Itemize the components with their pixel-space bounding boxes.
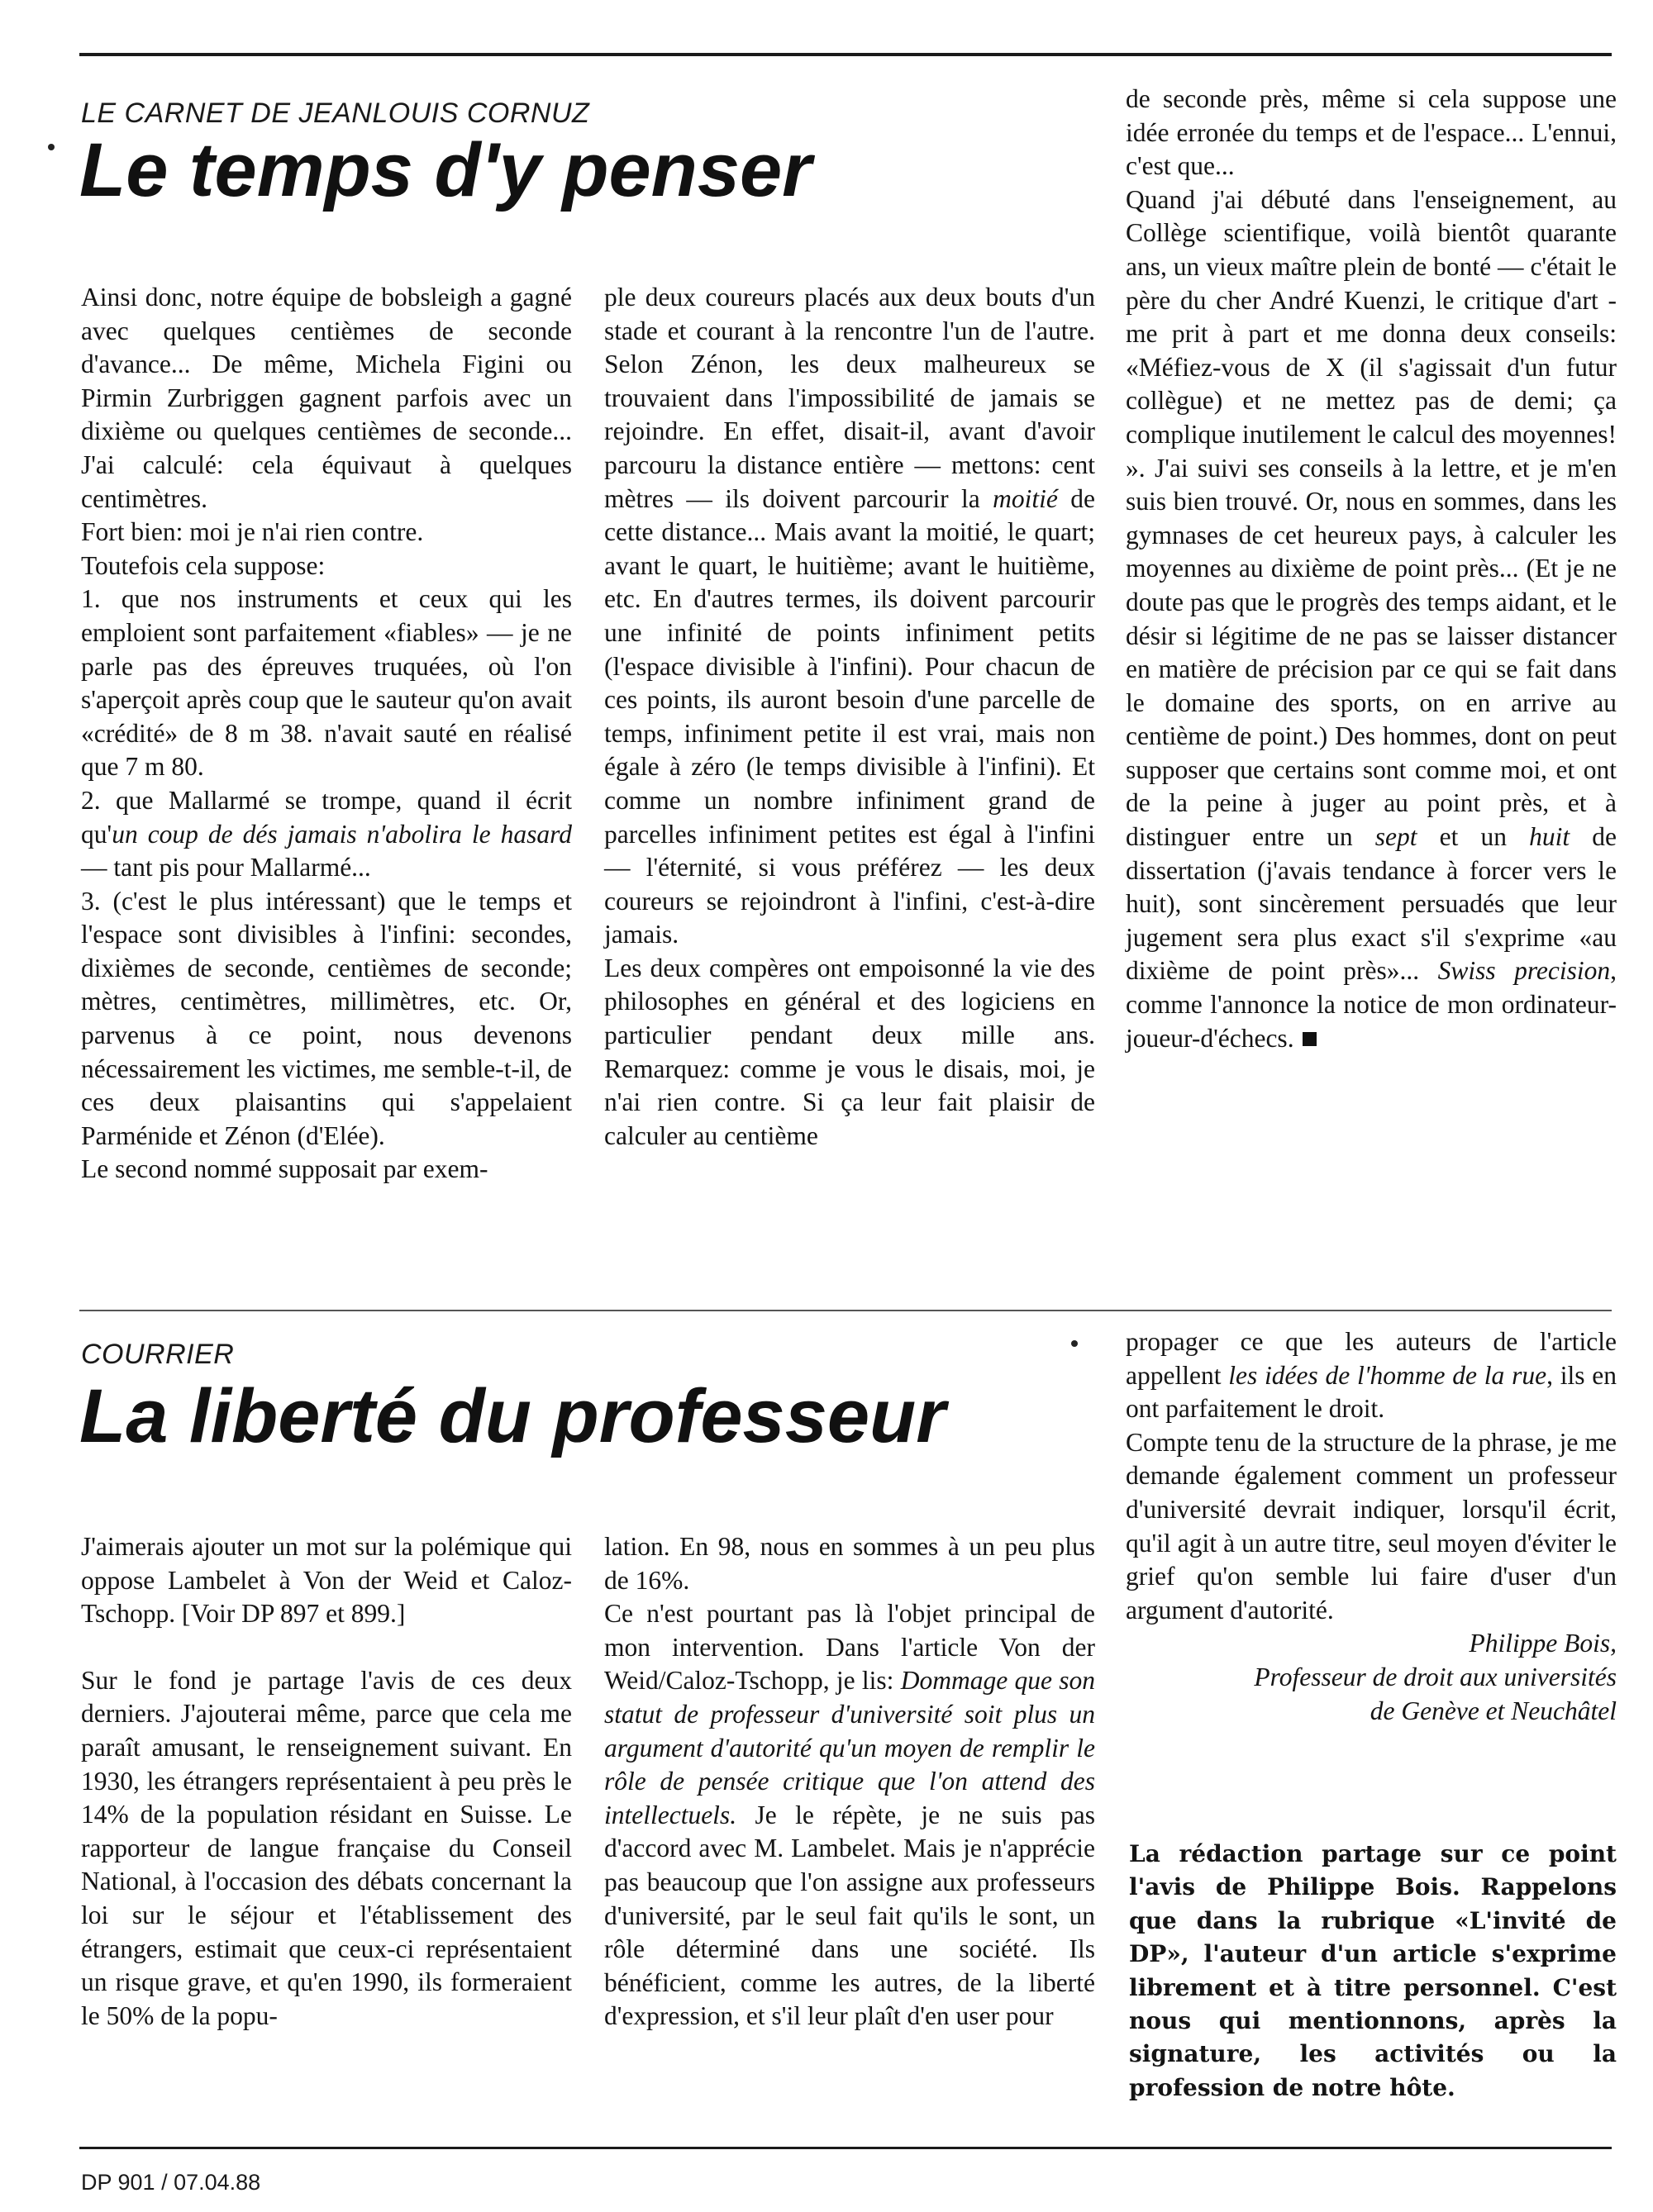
text-run: Quand j'ai débuté dans l'enseignement, au Collège scientifique, voilà bientôt quarante ans, un vieux maître plein de bonté — c'était le père du cher André Kuenzi, le critique d'art - me prit à part et me donna deux conseils: «Méfiez-vous de X (il s'agissait d'un futur collègue) et ne mettez pas de demi; ça complique inutilement le calcul des moyennes! ». J'ai suivi ses conseils à la lettre, et je m'en suis bien trouvé. Or, nous en sommes, dans les gymnases de cet heureux pays, à calculer les moyennes au dixième de point près... (Et je ne doute pas que le progrès des temps aidant, et le désir si légitime de ne pas se laisser distancer en matière de précision par ce qui se fait dans le domaine des sports, on en arrive au centième de point.) Des hommes, dont on peut supposer que certains sont comme moi, et ont de la peine à juger au point près, et à distinguer entre un	[1126, 184, 1617, 852]
paragraph: de seconde près, même si cela suppose une idée erronée du temps et de l'espace... L'ennui, c'est que...	[1126, 84, 1617, 181]
stray-dot	[48, 144, 55, 150]
issue-footer: DP 901 / 07.04.88	[81, 2170, 261, 2195]
emphasis: huit	[1529, 822, 1570, 852]
text-run: Je le répète, je ne suis pas d'accord avec M. Lambelet. Mais je n'apprécie pas beaucoup que l'on assigne aux professeurs d'université, par le seul fait qu'ils le sont, un rôle déterminé dans une société. Ils bénéficient, comme les autres, de la liberté d'expression, et s'il leur plaît d'en user pour	[604, 1800, 1095, 2031]
article1-kicker: LE CARNET DE JEANLOUIS CORNUZ	[81, 98, 590, 129]
paragraph: J'aimerais ajouter un mot sur la polémique qui oppose Lambelet à Von der Weid et Caloz-Tschopp. [Voir DP 897 et 899.]	[81, 1532, 572, 1629]
paragraph: 1. que nos instruments et ceux qui les emploient sont parfaitement «fiables» — je ne parle pas des épreuves truquées, où l'on s'aperçoit après coup que le sauteur qu'on avait «crédité» de 8 m 38. n'avait sauté en réalisé que 7 m 80.	[81, 584, 572, 782]
text-run: de cette distance... Mais avant la moitié, le quart; avant le quart, le huitième; avant le huitième, etc. En d'autres termes, ils doivent parcourir une infinité de points infiniment petits (l'espace divisible à l'infini). Pour chacun de ces points, ils auront besoin d'une parcelle de temps, infiniment petite il est vrai, mais non égale à zéro (le temps divisible à l'infini). Et comme un nombre infiniment grand de parcelles infiniment petites est égal à l'infini — l'éternité, si vous préférez — les deux coureurs se rejoindront à l'infini, c'est-à-dire jamais.	[604, 483, 1095, 949]
signature	[1126, 1627, 1617, 1728]
text-run: — tant pis pour Mallarmé...	[81, 853, 371, 882]
quote-italic: Dommage que son statut de professeur d'université soit plus un argument d'autorité qu'un moyen de remplir le rôle de pensée critique que l'on attend des intellectuels.	[604, 1666, 1096, 1829]
paragraph	[1126, 183, 1617, 1055]
article1-column-2	[604, 281, 1095, 1153]
paragraph: Toutefois cela suppose:	[81, 550, 326, 580]
top-rule	[79, 53, 1612, 56]
stray-dot	[1071, 1340, 1078, 1347]
paragraph: Les deux compères ont empoisonné la vie des philosophes en général et des logiciens en particulier pendant deux mille ans. Remarquez: comme je vous le disais, moi, je n'ai rien contre. Si ça leur fait plaisir de calculer au centième	[604, 953, 1095, 1150]
bottom-rule	[79, 2147, 1612, 2149]
quote-italic: un coup de dés jamais n'abolira le hasard	[112, 819, 572, 849]
article1-column-1	[81, 281, 572, 1187]
paragraph: Fort bien: moi je n'ai rien contre.	[81, 517, 424, 547]
paragraph: Ainsi donc, notre équipe de bobsleigh a gagné avec quelques centièmes de seconde d'avance... De même, Michela Figini ou Pirmin Zurbriggen gagnent parfois avec un dixième ou quelques centièmes de seconde... J'ai calculé: cela équivaut à quelques centimètres.	[81, 283, 572, 513]
article1-column-3	[1126, 83, 1617, 1055]
paragraph	[81, 784, 572, 885]
article2-column-3	[1126, 1325, 1617, 1728]
article1-title: Le temps d'y penser	[79, 128, 812, 212]
text-run: de dissertation (j'avais tendance à forcer vers le huit), sont sincèrement persuadés que leur jugement sera plus exact s'il s'exprime «au dixième de point près»...	[1126, 822, 1617, 986]
paragraph	[1126, 1325, 1617, 1426]
text-run: et un	[1417, 822, 1530, 852]
emphasis: sept	[1374, 822, 1417, 852]
emphasis: Swiss precision	[1437, 956, 1611, 986]
quote-italic: les idées de l'homme de la rue	[1228, 1360, 1547, 1390]
text-run: , ils en ont parfaitement le droit.	[1126, 1360, 1617, 1424]
text-run: propager ce que les auteurs de l'article appellent	[1126, 1327, 1617, 1390]
article2-kicker: COURRIER	[81, 1339, 235, 1370]
paragraph: lation. En 98, nous en sommes à un peu plus de 16%.	[604, 1532, 1095, 1595]
paragraph: 3. (c'est le plus intéressant) que le temps et l'espace sont divisibles à l'infini: secondes, dixièmes de seconde, centièmes de seconde; mètres, centimètres, millimètres, etc. Or, parvenus à ce point, nous devenons nécessairement les victimes, me semble-t-il, de ces deux plaisantins qui s'appelaient Parménide et Zénon (d'Elée).	[81, 886, 572, 1150]
paragraph	[604, 281, 1095, 952]
signature-title: de Genève et Neuchâtel	[1370, 1696, 1617, 1725]
emphasis: moitié	[993, 483, 1058, 513]
end-mark-icon	[1303, 1032, 1317, 1046]
paragraph: Sur le fond je partage l'avis de ces deux derniers. J'ajouterai même, parce que cela me paraît amusant, le renseignement suivant. En 1930, les étrangers représentaient à peu près le 14% de la population résidant en Suisse. Le rapporteur de langue française du Conseil National, à l'occasion des débats concernant la loi sur le séjour et l'établissement des étrangers, estimait que ceux-ci représentaient un risque grave, et qu'en 1990, ils formeraient le 50% de la popu-	[81, 1665, 572, 2030]
article2-column-2	[604, 1530, 1095, 2034]
paragraph: Compte tenu de la structure de la phrase, je me demande également comment un professeur d'université devrait indiquer, lorsqu'il écrit, qu'il agit à un autre titre, seul moyen d'éviter le grief qu'on semble lui faire d'user d'un argument d'autorité.	[1126, 1427, 1617, 1625]
text-run: 2. que Mallarmé se trompe, quand il écrit qu'	[81, 785, 572, 849]
paragraph: Le second nommé supposait par exem-	[81, 1154, 488, 1184]
article2-title: La liberté du professeur	[79, 1374, 946, 1458]
article2-column-1	[81, 1530, 572, 2033]
text-run: , comme l'annonce la notice de mon ordinateur-joueur-d'échecs.	[1126, 956, 1617, 1053]
signature-title: Professeur de droit aux universités	[1254, 1662, 1617, 1691]
signature-name: Philippe Bois,	[1469, 1629, 1617, 1658]
editor-note: La rédaction partage sur ce point l'avis de Philippe Bois. Rappelons que dans la rubrique «L'invité de DP», l'auteur d'un article s'exprime librement et à titre personnel. C'est nous qui mentionnons, après la signature, les activités ou la profession de notre hôte.	[1129, 1840, 1617, 2101]
text-run: Ce n'est pourtant pas là l'objet principal de mon intervention. Dans l'article Von der Weid/Caloz-Tschopp, je lis:	[604, 1599, 1095, 1696]
text-run: ple deux coureurs placés aux deux bouts d'un stade et courant à la rencontre l'un de l'autre. Selon Zénon, les deux malheureux se trouvaient dans l'impossibilité de jamais se rejoindre. En effet, disait-il, avant d'avoir parcouru la distance entière — mettons: cent mètres — ils doivent parcourir la	[604, 283, 1095, 513]
section-divider	[79, 1310, 1612, 1311]
paragraph	[604, 1597, 1095, 2034]
